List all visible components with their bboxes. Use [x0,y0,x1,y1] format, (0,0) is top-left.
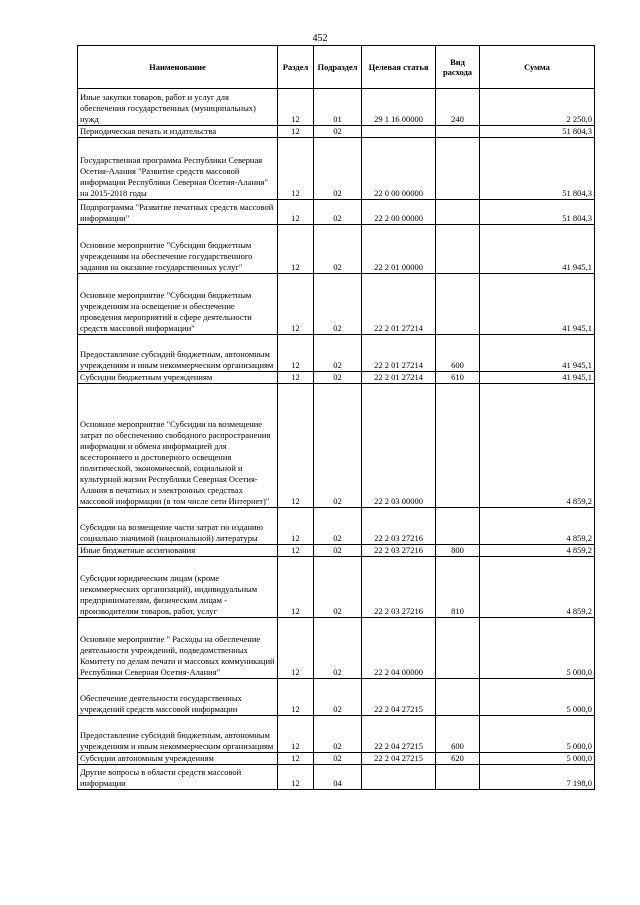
cell-target: 29 1 16 00000 [362,89,436,126]
cell-name: Основное мероприятие "Субсидии бюджетным учреждениям на освещение и обеспечение проведения мероприятий в сфере деятельности средств массовой информации" [78,274,278,335]
cell-target: 22 2 04 27215 [362,679,436,716]
header-name: Наименование [78,46,278,89]
cell-subsection: 01 [314,89,362,126]
cell-section: 12 [278,716,314,753]
cell-section: 12 [278,384,314,508]
header-expense-type: Вид расхода [436,46,480,89]
table-row [78,126,595,138]
page-number: 452 [312,33,328,44]
cell-type [436,618,480,679]
cell-name: Обеспечение деятельности государственных учреждений средств массовой информации [78,679,278,716]
cell-amount: 41 945,1 [480,372,595,384]
cell-section: 12 [278,274,314,335]
cell-type [436,765,480,790]
cell-subsection: 02 [314,225,362,274]
cell-name: Основное мероприятие " Расходы на обеспечение деятельности учреждений, подведомственных Комитету по делам печати и массовых коммуникаций Республики Северная Осетия-Алания" [78,618,278,679]
cell-name: Основное мероприятие "Субсидии бюджетным учреждениям на обеспечение государственного задания на оказание государственных услуг" [78,225,278,274]
table-row [78,557,595,618]
cell-subsection: 02 [314,126,362,138]
table-row [78,716,595,753]
cell-amount: 7 198,0 [480,765,595,790]
cell-target: 22 2 03 27216 [362,508,436,545]
cell-subsection: 04 [314,765,362,790]
table-row [78,274,595,335]
cell-type: 810 [436,557,480,618]
cell-section: 12 [278,679,314,716]
table-row [78,679,595,716]
cell-subsection: 02 [314,545,362,557]
cell-subsection: 02 [314,618,362,679]
cell-section: 12 [278,372,314,384]
cell-target [362,765,436,790]
table-row [78,753,595,765]
cell-name: Подпрограмма "Развитие печатных средств массовой информации" [78,200,278,225]
cell-amount: 51 804,3 [480,126,595,138]
table-row [78,200,595,225]
cell-subsection: 02 [314,679,362,716]
cell-subsection: 02 [314,508,362,545]
cell-section: 12 [278,557,314,618]
table-header-row [78,46,595,89]
cell-amount: 4 859,2 [480,508,595,545]
cell-type [436,126,480,138]
cell-amount: 4 859,2 [480,545,595,557]
cell-target: 22 2 00 00000 [362,200,436,225]
table-row [78,384,595,508]
cell-name: Субсидии бюджетным учреждениям [78,372,278,384]
cell-target: 22 2 03 27216 [362,545,436,557]
header-section: Раздел [278,46,314,89]
cell-section: 12 [278,765,314,790]
cell-name: Периодическая печать и издательства [78,126,278,138]
table-row [78,508,595,545]
cell-section: 12 [278,753,314,765]
cell-amount: 41 945,1 [480,225,595,274]
cell-section: 12 [278,618,314,679]
cell-section: 12 [278,200,314,225]
cell-target: 22 2 04 27215 [362,753,436,765]
cell-subsection: 02 [314,274,362,335]
cell-section: 12 [278,545,314,557]
cell-amount: 5 000,0 [480,716,595,753]
cell-subsection: 02 [314,200,362,225]
cell-name: Предоставление субсидий бюджетным, автономным учреждениям и иным некоммерческим организациям [78,335,278,372]
cell-subsection: 02 [314,716,362,753]
cell-name: Государственная программа Республики Северная Осетия-Алания "Развитие средств массовой информации Республики Северная Осетия-Алания" на 2015-2018 годы [78,138,278,200]
cell-type [436,508,480,545]
table-row [78,225,595,274]
cell-target: 22 2 01 27214 [362,372,436,384]
cell-target: 22 2 01 00000 [362,225,436,274]
cell-subsection: 02 [314,384,362,508]
cell-section: 12 [278,335,314,372]
cell-target: 22 2 01 27214 [362,335,436,372]
cell-amount: 41 945,1 [480,335,595,372]
cell-amount: 2 250,0 [480,89,595,126]
cell-type [436,274,480,335]
cell-type [436,200,480,225]
cell-section: 12 [278,138,314,200]
cell-target: 22 2 01 27214 [362,274,436,335]
cell-subsection: 02 [314,335,362,372]
cell-name: Основное мероприятие "Субсидии на возмещение затрат по обеспечению свободного распространения информации и обмена информацией для всестороннего и достоверного освещения политической, экономической, социальной и культурной жизни Республики Северная Осетия-Алания в печатных и электронных средствах массовой информации (в том числе сети Интернет)" [78,384,278,508]
cell-type: 600 [436,335,480,372]
cell-type: 610 [436,372,480,384]
cell-name: Иные бюджетные ассигнования [78,545,278,557]
table-row [78,89,595,126]
cell-type [436,384,480,508]
cell-type: 600 [436,716,480,753]
cell-target: 22 2 04 00000 [362,618,436,679]
header-amount: Сумма [480,46,595,89]
cell-name: Субсидии автономным учреждениям [78,753,278,765]
cell-type: 620 [436,753,480,765]
table-row [78,765,595,790]
cell-amount: 51 804,3 [480,138,595,200]
table-row [78,618,595,679]
cell-amount: 5 000,0 [480,753,595,765]
cell-type [436,679,480,716]
cell-subsection: 02 [314,372,362,384]
cell-target [362,126,436,138]
cell-name: Субсидии на возмещение части затрат по изданию социально значимой (национальной) литературы [78,508,278,545]
cell-section: 12 [278,508,314,545]
table-row [78,138,595,200]
cell-amount: 41 945,1 [480,274,595,335]
table-row [78,545,595,557]
cell-name: Предоставление субсидий бюджетным, автономным учреждениям и иным некоммерческим организациям [78,716,278,753]
cell-section: 12 [278,225,314,274]
cell-amount: 4 859,2 [480,384,595,508]
cell-name: Другие вопросы в области средств массовой информации [78,765,278,790]
cell-amount: 4 859,2 [480,557,595,618]
cell-subsection: 02 [314,753,362,765]
cell-target: 22 2 04 27215 [362,716,436,753]
header-subsection: Подраздел [314,46,362,89]
cell-type [436,138,480,200]
header-target: Целевая статья [362,46,436,89]
cell-type: 800 [436,545,480,557]
cell-type [436,225,480,274]
cell-subsection: 02 [314,138,362,200]
cell-type: 240 [436,89,480,126]
cell-section: 12 [278,89,314,126]
table-row [78,372,595,384]
cell-target: 22 0 00 00000 [362,138,436,200]
cell-target: 22 2 03 27216 [362,557,436,618]
table-row [78,335,595,372]
cell-name: Субсидии юридическим лицам (кроме некоммерческих организаций), индивидуальным предпринимателям, физическим лицам - производителям товаров, работ, услуг [78,557,278,618]
cell-name: Иные закупки товаров, работ и услуг для обеспечения государственных (муниципальных) нужд [78,89,278,126]
cell-section: 12 [278,126,314,138]
budget-table [77,45,595,790]
cell-amount: 51 804,3 [480,200,595,225]
cell-subsection: 02 [314,557,362,618]
cell-amount: 5 000,0 [480,618,595,679]
cell-amount: 5 000,0 [480,679,595,716]
cell-target: 22 2 03 00000 [362,384,436,508]
